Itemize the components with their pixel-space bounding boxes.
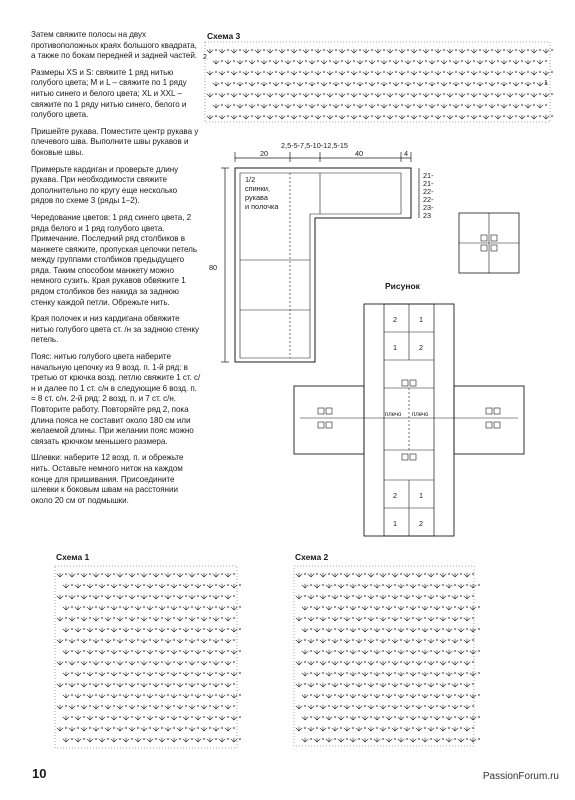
shoulder-label: плечо: [385, 412, 402, 418]
dim-label: 4: [404, 149, 409, 158]
paragraph: Чередование цветов: 1 ряд синего цвета, 2 ряда белого и 1 ряд голубого цвета. Примечание. Последний ряд столбиков в манжете свяжите, пропуская цепочки петель между группами столбиков предыдущего ряда. Таким способом манжету можно немного сузить. Края рукавов обвяжите 1 рядом столбиков без накида за заднюю стенку каждой петли. Обрежьте нить.: [31, 212, 197, 307]
square-number: 1: [393, 343, 398, 352]
shoulder-label: плечо: [412, 412, 429, 418]
dim-label: 40: [355, 149, 364, 158]
square-number: 1: [419, 315, 424, 324]
paragraph: Пояс: нитью голубого цвета наберите начальную цепочку из 9 возд. п. 1-й ряд: в третью от крючка возд. петлю свяжите 1 ст. с/н и далее по 1 ст. с/н в следующие 6 возд. п. = 8 ст. с/н. 2-й ряд: 2 возд. п. и 7 ст. с/н. Повторите работу. Повторяйте ряд 2, пока длина пояса не составит около 180 см или желаемой длины. При желании пояс можно связать крючком меньшего размера.: [31, 352, 201, 446]
paragraph: Затем свяжите полосы на двух противоположных краях большого квадрата, а также по бокам передней и задней частей.: [31, 30, 198, 61]
scheme3-chart: [205, 42, 550, 122]
schematic-label: спинки,: [245, 184, 271, 193]
page-number: 10: [32, 766, 47, 781]
dim-label: 20: [260, 149, 269, 158]
square-number: 2: [393, 491, 398, 500]
scheme1-title: Схема 1: [56, 552, 90, 562]
scheme3-row-label: 1: [544, 80, 548, 87]
scheme2-chart: [294, 566, 474, 746]
schematic-label: и полочка: [245, 202, 279, 211]
instructions-column: [31, 30, 201, 512]
dim-label: 80: [209, 263, 218, 272]
square-number: 1: [393, 519, 398, 528]
square-number: 2: [419, 519, 424, 528]
scheme1-chart: [55, 566, 237, 748]
dim-label: 22-: [423, 195, 434, 204]
dim-label: 21-: [423, 171, 434, 180]
paragraph: Пришейте рукава. Поместите центр рукава у плечевого шва. Выполните швы рукавов и боковые швы.: [31, 126, 199, 157]
paragraph: Шлевки: наберите 12 возд. п. и обрежьте нить. Оставьте немного ниток на каждом конце для пришивания. Присоедините шлевки к боковым швам на расстоянии около 20 см от подмышки.: [31, 453, 184, 505]
schematic-label: 1/2: [245, 175, 256, 184]
dim-label: 22-: [423, 187, 434, 196]
paragraph: Размеры XS и S: свяжите 1 ряд нитью голубого цвета; M и L – свяжите по 1 ряду нитью синего и белого цвета; XL и XXL – свяжите по 1 ряду нитью синего, белого и голубого цвета.: [31, 67, 187, 120]
watermark: PassionForum.ru: [482, 771, 559, 782]
dim-label: 2,5-5-7,5-10-12,5-15: [281, 141, 348, 150]
paragraph: Примерьте кардиган и проверьте длину рукава. При необходимости свяжите дополнительно по кругу еще несколько рядов по схеме 3 (ряды 1–2).: [31, 164, 179, 206]
assembly-drawing: [290, 300, 530, 540]
scheme3-title: Схема 3: [207, 31, 241, 41]
schematic-label: рукава: [245, 193, 268, 202]
dim-label: 21-: [423, 179, 434, 188]
figure-title: Рисунок: [385, 281, 420, 291]
square-number: 1: [419, 491, 424, 500]
square-number: 2: [419, 343, 424, 352]
square-number: 2: [393, 315, 398, 324]
scheme3-row-label: 2: [203, 54, 207, 61]
dim-label: 23: [423, 211, 432, 220]
scheme2-title: Схема 2: [295, 552, 329, 562]
paragraph: Края полочек и низ кардигана обвяжите нитью голубого цвета ст. /н за заднюю стенку петель.: [31, 314, 199, 345]
square-motif-diagram: [458, 212, 520, 274]
dim-label: 23-: [423, 203, 434, 212]
